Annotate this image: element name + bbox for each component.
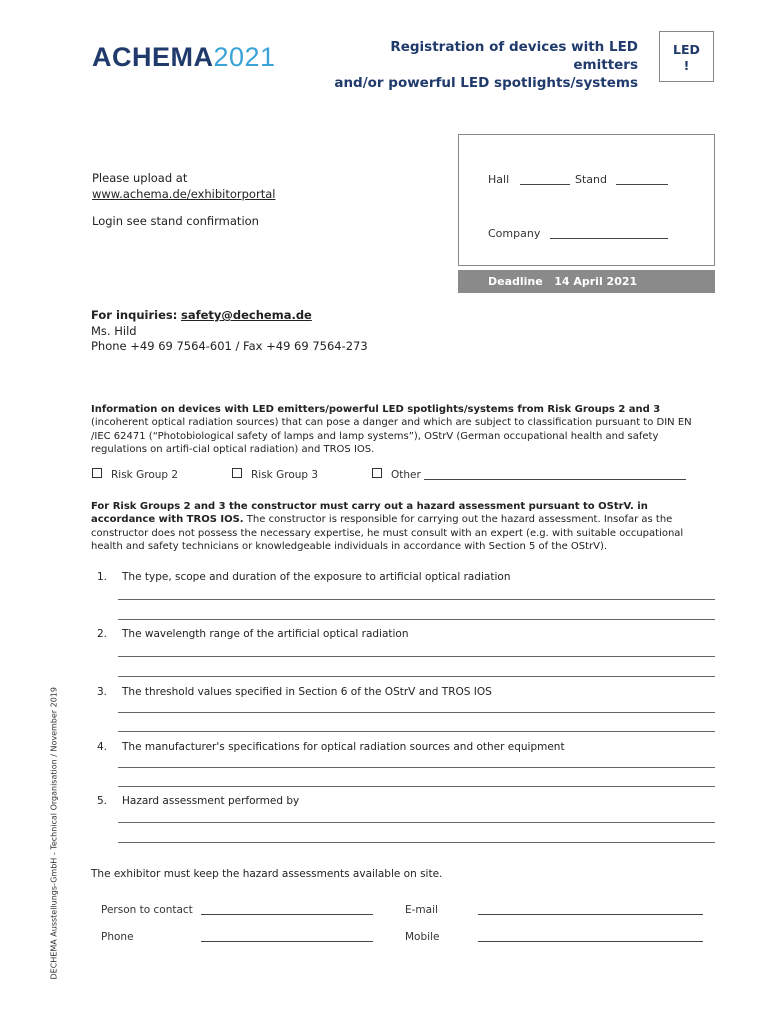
company-input-line[interactable] <box>550 238 668 239</box>
question-number: 2. <box>97 628 108 640</box>
led-badge-line-2: ! <box>683 58 690 73</box>
stand-input-line[interactable] <box>616 184 668 185</box>
side-footer-text: DECHEMA Ausstellungs-GmbH - Technical Organisation / November 2019 <box>49 687 59 980</box>
inquiries-label: For inquiries: <box>91 308 178 322</box>
question-text: Hazard assessment performed by <box>122 795 300 807</box>
checkbox-risk-group-3[interactable] <box>232 468 318 481</box>
checkbox-icon[interactable] <box>372 468 382 478</box>
checkbox-label: Risk Group 2 <box>111 469 179 481</box>
stand-info-box <box>458 134 715 266</box>
mobile-label: Mobile <box>405 931 440 943</box>
contact-phone-fax: Phone +49 69 7564-601 / Fax +49 69 7564-273 <box>91 339 368 353</box>
keep-assessments-note: The exhibitor must keep the hazard assessments available on site. <box>91 868 443 880</box>
phone-input-line[interactable] <box>201 941 373 942</box>
contact-name: Ms. Hild <box>91 323 137 338</box>
checkbox-label: Risk Group 3 <box>251 469 319 481</box>
answer-line[interactable] <box>118 842 715 843</box>
safety-email-link[interactable]: safety@dechema.de <box>180 308 312 322</box>
person-label: Person to contact <box>101 904 193 916</box>
checkbox-other[interactable] <box>372 468 421 481</box>
question-number: 3. <box>97 686 108 698</box>
email-label: E-mail <box>405 904 438 916</box>
inquiries-block <box>91 308 368 355</box>
hall-label: Hall <box>488 173 510 186</box>
deadline-date: 14 April 2021 <box>554 275 638 288</box>
answer-line[interactable] <box>118 767 715 768</box>
mobile-input-line[interactable] <box>478 941 703 942</box>
answer-line[interactable] <box>118 619 715 620</box>
led-badge <box>659 31 714 82</box>
checkbox-icon[interactable] <box>232 468 242 478</box>
question-text: The threshold values specified in Section 6 of the OStrV and TROS IOS <box>122 686 492 698</box>
title-line-2: and/or powerful LED spotlights/systems <box>334 75 638 91</box>
question-number: 1. <box>97 571 108 583</box>
achema-logo <box>92 42 276 73</box>
upload-line: Please upload at <box>92 171 188 185</box>
checkbox-risk-group-2[interactable] <box>92 468 178 481</box>
email-input-line[interactable] <box>478 914 703 915</box>
info-rest: (incoherent optical radiation sources) that can pose a danger and which are subject to classification pursuant to DIN EN /IEC 62471 (“Photobiological safety of lamps and lamp systems”), OStrV (German occupational health and safety regulations on artifi-cial optical radiation) and TROS IOS. <box>91 417 692 455</box>
answer-line[interactable] <box>118 731 715 732</box>
info-bold: Information on devices with LED emitters/powerful LED spotlights/systems from Risk Groups 2 and 3 <box>91 404 661 415</box>
logo-text-year: 2021 <box>213 42 276 72</box>
logo-text-achema: ACHEMA <box>92 42 214 72</box>
checkbox-icon[interactable] <box>92 468 102 478</box>
led-badge-line-1: LED <box>673 42 700 57</box>
answer-line[interactable] <box>118 599 715 600</box>
stand-label: Stand <box>575 173 607 186</box>
question-number: 4. <box>97 741 108 753</box>
upload-instructions <box>92 171 275 230</box>
checkbox-label: Other <box>391 469 421 481</box>
answer-line[interactable] <box>118 676 715 677</box>
question-text: The manufacturer's specifications for optical radiation sources and other equipment <box>122 741 565 753</box>
answer-line[interactable] <box>118 786 715 787</box>
constructor-bold: For Risk Groups 2 and 3 the constructor must carry out a hazard assessment pursuant to OStrV. in accordance with TROS IOS. <box>91 501 648 526</box>
deadline-label: Deadline <box>488 275 543 288</box>
other-input-line[interactable] <box>424 479 686 480</box>
question-text: The wavelength range of the artificial optical radiation <box>122 628 409 640</box>
phone-label: Phone <box>101 931 134 943</box>
company-label: Company <box>488 227 541 240</box>
exhibitor-portal-link[interactable]: www.achema.de/exhibitorportal <box>92 186 276 201</box>
answer-line[interactable] <box>118 822 715 823</box>
question-text: The type, scope and duration of the exposure to artificial optical radiation <box>122 571 511 583</box>
info-paragraph <box>91 403 703 456</box>
question-number: 5. <box>97 795 108 807</box>
title-line-1: Registration of devices with LED emitters <box>390 39 638 73</box>
deadline-bar <box>458 270 715 293</box>
login-note: Login see stand confirmation <box>92 214 259 228</box>
answer-line[interactable] <box>118 656 715 657</box>
person-input-line[interactable] <box>201 914 373 915</box>
constructor-rest: The constructor is responsible for carrying out the hazard assessment. Insofar as the constructor does not possess the necessary expertise, he must consult with an expert (e.g. with suitable occupational health and safety technicians or knowledgeable individuals in accordance with Section 5 of the OStrV). <box>91 514 684 552</box>
constructor-paragraph <box>91 500 703 553</box>
page-title <box>330 38 638 92</box>
answer-line[interactable] <box>118 712 715 713</box>
hall-input-line[interactable] <box>520 184 570 185</box>
